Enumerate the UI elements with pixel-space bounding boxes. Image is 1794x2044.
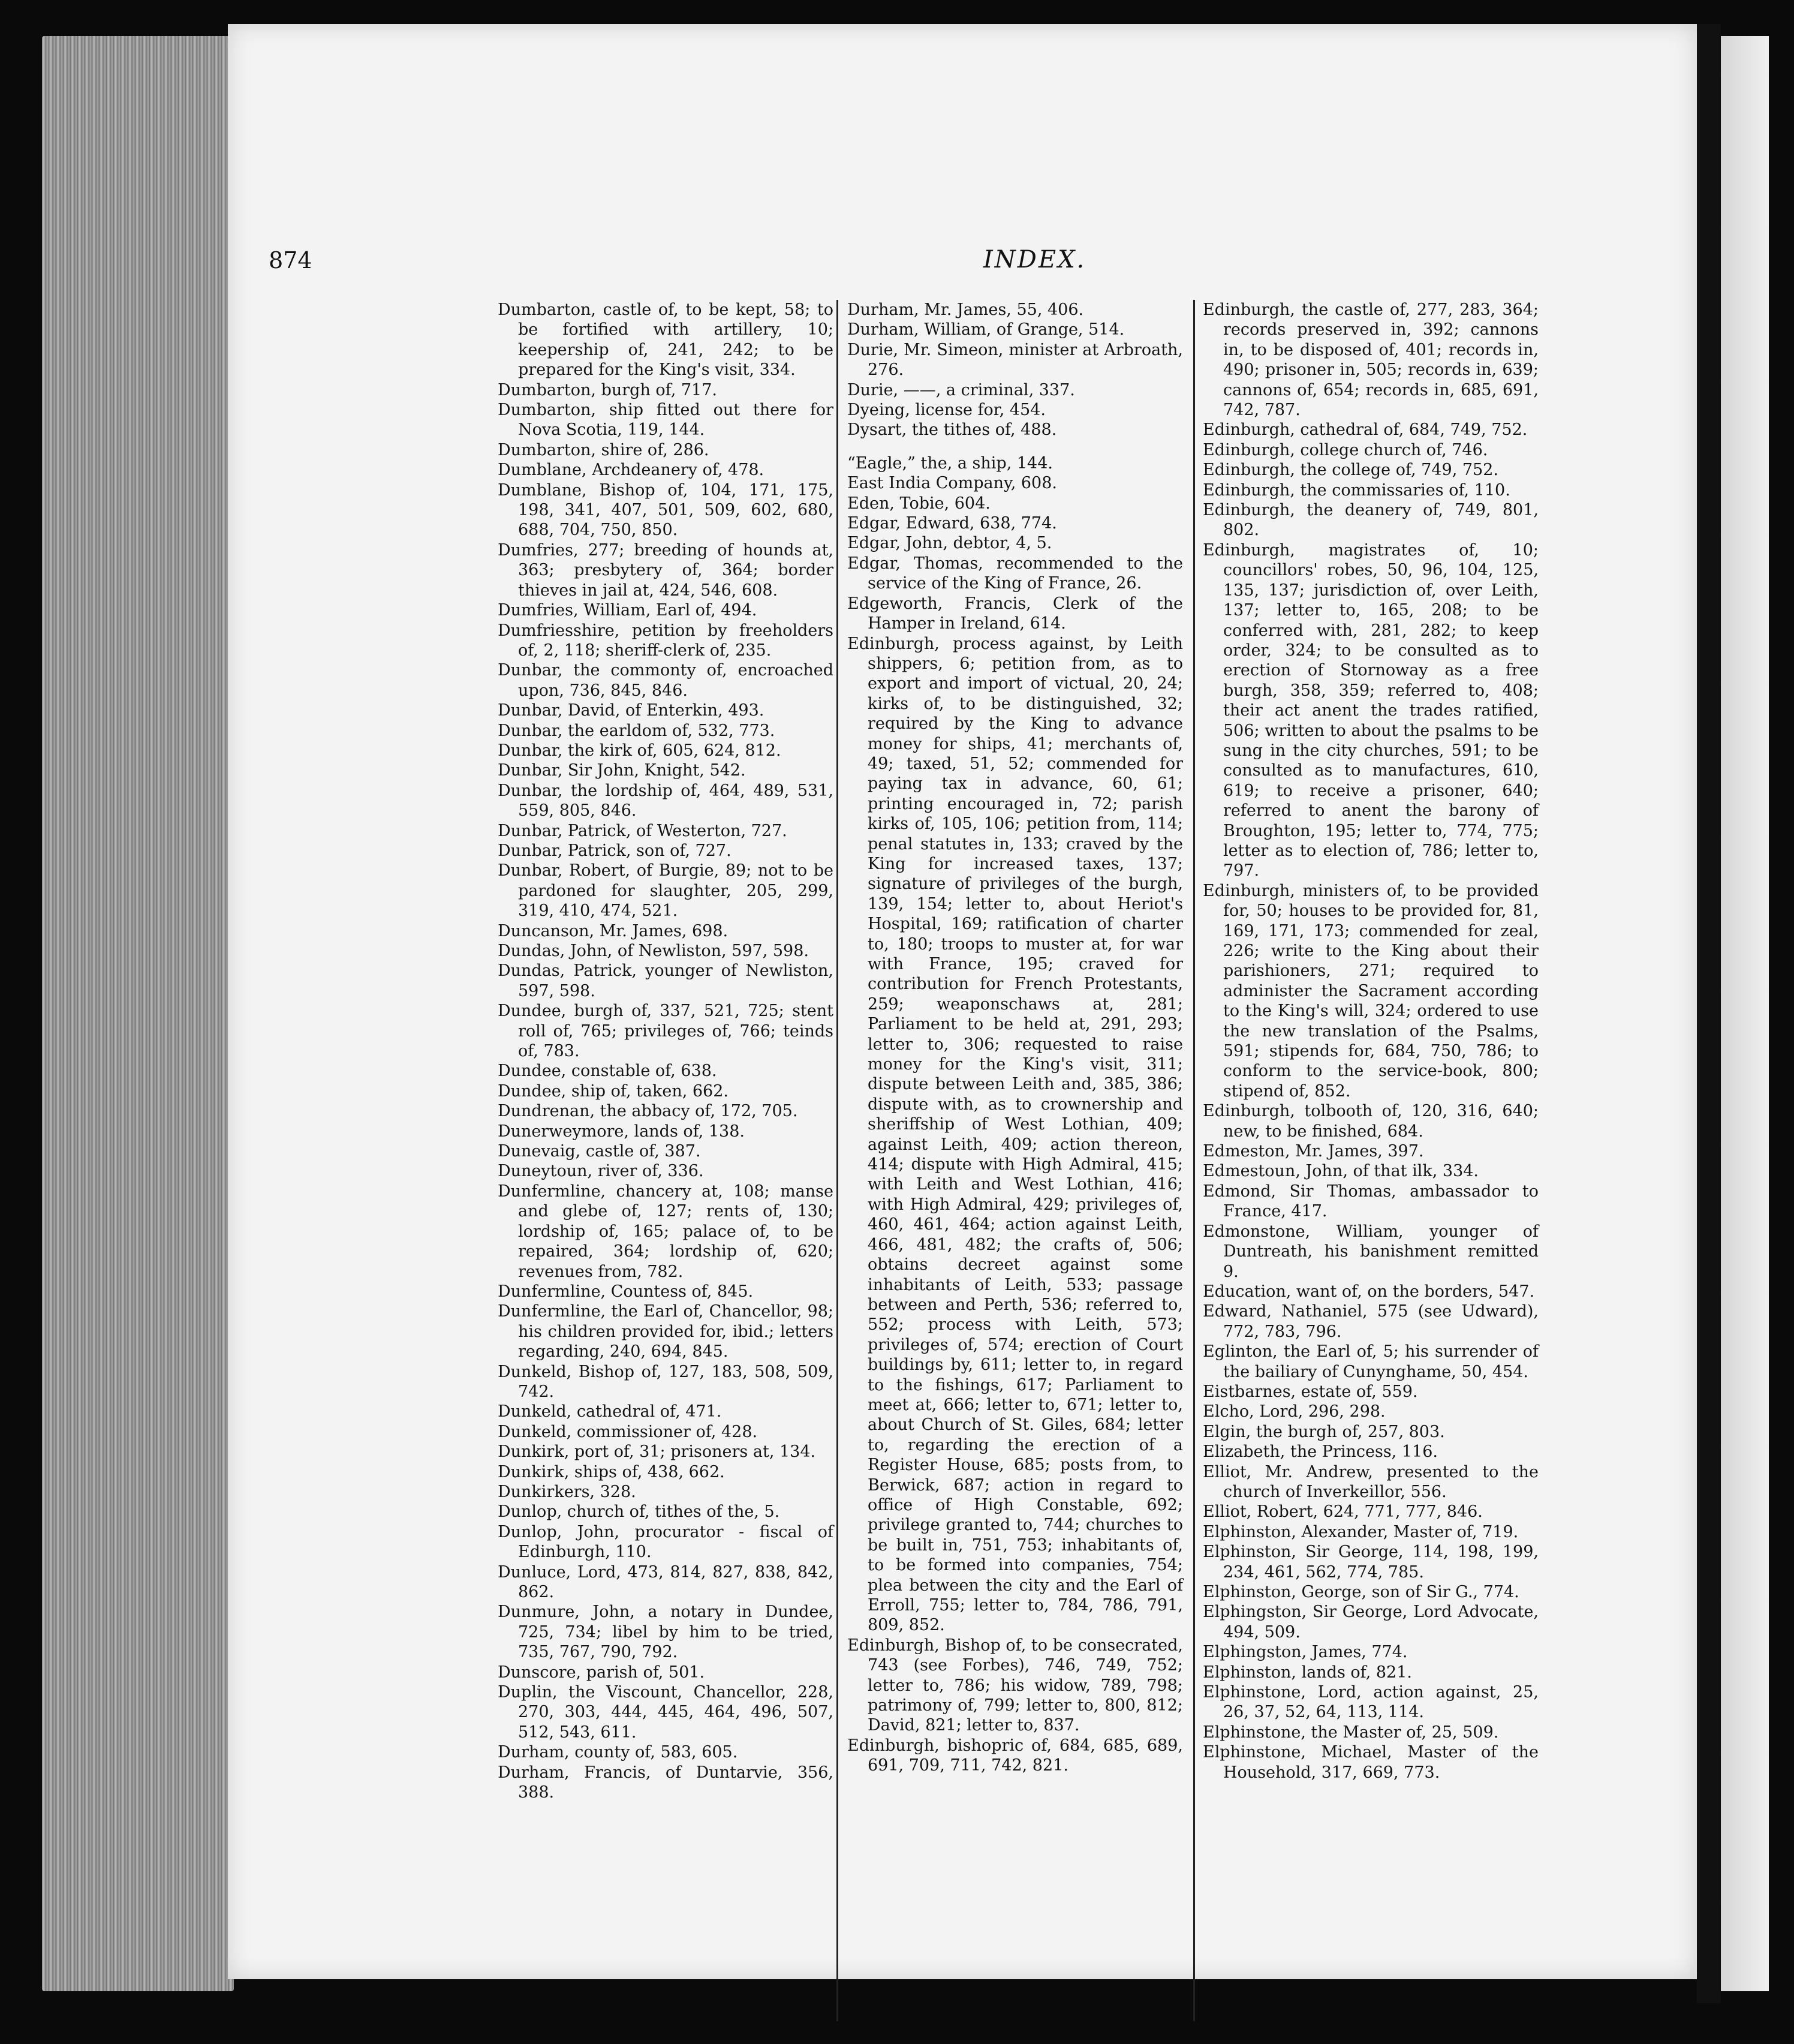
- index-entry: Dundas, Patrick, younger of Newliston, 597, 598.: [498, 961, 833, 1000]
- index-entry: Dundas, John, of Newliston, 597, 598.: [498, 942, 809, 960]
- index-entry: Dunbar, Patrick, of Westerton, 727.: [498, 821, 787, 840]
- running-head: INDEX.: [983, 246, 1086, 273]
- index-entry: Dumbarton, burgh of, 717.: [498, 380, 717, 399]
- index-entry: Edinburgh, the college of, 749, 752.: [1203, 461, 1498, 480]
- index-entry: Edmonstone, William, younger of Duntreath, his banishment remitted 9.: [1203, 1222, 1539, 1281]
- index-entry: Eden, Tobie, 604.: [847, 494, 991, 513]
- index-entry: Edinburgh, the commissaries of, 110.: [1203, 480, 1510, 500]
- index-entry: Edinburgh, process against, by Leith shippers, 6; petition from, as to export and import of victual, 20, 24; kirks of, to be distinguished, 32; required by the King to advance money for ships, 41; merchants of, 49; taxed, 51, 52; commended for paying tax in advance, 60, 61; printing encouraged in, 72; parish kirks of, 105, 106; petition from, 114; penal statutes in, 133; craved by the King for increased taxes, 137; signature of privileges of the burgh, 139, 154; letter to, about Heriot's Hospital, 169; ratification of charter to, 180; troops to muster at, for war with France, 195; craved for contribution for French Protestants, 259; weaponschaws at, 281; Parliament to be held at, 291, 293; letter to, 306; requested to raise money for the King's visit, 311; dispute between Leith and, 385, 386; dispute with, as to crownership and sheriffship of West Lothian, 409; against Leith, 409; action thereon, 414; dispute with High Admiral, 415; with Leith and West Lothian, 416; with High Admiral, 429; privileges of, 460, 461, 464; action against Leith, 466, 481, 482; the crafts of, 506; obtains decreet against some inhabitants of Leith, 533; passage between and Perth, 536; referred to, 552; process with Leith, 573; privileges of, 574; erection of Court buildings by, 611; letter to, in regard to the fishings, 617; Parliament to meet at, 666; letter to, 671; letter to, about Church of St. Giles, 684; letter to, regarding the erection of a Register House, 685; posts from, to Berwick, 687; action in regard to office of High Constable, 692; privilege granted to, 744; churches to be built in, 751, 753; inhabitants of, to be formed into companies, 754; plea between the city and the Earl of Erroll, 755; letter to, 784, 786, 791, 809, 852.: [847, 634, 1183, 1635]
- index-entry: Edinburgh, magistrates of, 10; councillors' robes, 50, 96, 104, 125, 135, 137; jurisdiction of, over Leith, 137; letter to, 165, 208; to be conferred with, 281, 282; to keep order, 324; to be consulted as to erection of Stornoway as a free burgh, 358, 359; referred to, 408; their act anent the trades ratified, 506; written to about the psalms to be sung in the city churches, 591; to be consulted as to manufactures, 610, 619; to receive a prisoner, 640; referred to anent the barony of Broughton, 195; letter to, 774, 775; letter as to election of, 786; letter to, 797.: [1203, 540, 1539, 880]
- index-entry: Elphinston, George, son of Sir G., 774.: [1203, 1583, 1519, 1601]
- index-entry: Dunbar, the kirk of, 605, 624, 812.: [498, 741, 781, 760]
- index-entry: Dunbar, the earldom of, 532, 773.: [498, 721, 775, 740]
- index-entry: Elphinston, lands of, 821.: [1203, 1663, 1412, 1682]
- index-entry: Dysart, the tithes of, 488.: [847, 420, 1057, 440]
- index-entry: Elliot, Mr. Andrew, presented to the church of Inverkeillor, 556.: [1203, 1462, 1539, 1501]
- index-entry: Durham, county of, 583, 605.: [498, 1743, 738, 1762]
- index-entry: Eistbarnes, estate of, 559.: [1203, 1382, 1418, 1401]
- index-entry: Elphinston, Alexander, Master of, 719.: [1203, 1522, 1519, 1541]
- index-entry: Elphinston, Sir George, 114, 198, 199, 234, 461, 562, 774, 785.: [1203, 1543, 1539, 1582]
- index-entry: Dunbar, Sir John, Knight, 542.: [498, 761, 746, 780]
- index-entry: Edgar, John, debtor, 4, 5.: [847, 534, 1052, 553]
- index-entry: Dunbar, the lordship of, 464, 489, 531, 559, 805, 846.: [498, 781, 833, 820]
- index-entry: Edinburgh, the castle of, 277, 283, 364; records preserved in, 392; cannons in, to be disposed of, 401; records in, 490; prisoner in, 505; records in, 639; cannons of, 654; records in, 685, 691, 742, 787.: [1203, 300, 1539, 420]
- index-entry: Durham, Mr. James, 55, 406.: [847, 300, 1084, 319]
- index-entry: Dunerweymore, lands of, 138.: [498, 1122, 745, 1141]
- index-entry: Edmestoun, John, of that ilk, 334.: [1203, 1162, 1479, 1181]
- index-entry: Elcho, Lord, 296, 298.: [1203, 1402, 1386, 1421]
- index-entry: Dundrenan, the abbacy of, 172, 705.: [498, 1102, 798, 1121]
- index-entry: Edinburgh, the deanery of, 749, 801, 802.: [1203, 501, 1539, 540]
- index-entry: Dunkirkers, 328.: [498, 1482, 636, 1501]
- index-entry: East India Company, 608.: [847, 474, 1057, 493]
- facing-page-gutter: [1697, 24, 1721, 2003]
- index-entry: Dunkeld, Bishop of, 127, 183, 508, 509, 742.: [498, 1362, 833, 1401]
- index-entry: Edinburgh, cathedral of, 684, 749, 752.: [1203, 420, 1528, 440]
- index-entry: Edinburgh, tolbooth of, 120, 316, 640; new, to be finished, 684.: [1203, 1102, 1539, 1141]
- index-entry: Elphinstone, Michael, Master of the Household, 317, 669, 773.: [1203, 1743, 1539, 1782]
- index-entry: Dundee, burgh of, 337, 521, 725; stent roll of, 765; privileges of, 766; teinds of, 783.: [498, 1002, 833, 1061]
- index-entry: Eglinton, the Earl of, 5; his surrender of the bailiary of Cunynghame, 50, 454.: [1203, 1342, 1539, 1381]
- index-entry: Dumfries, 277; breeding of hounds at, 363; presbytery of, 364; border thieves in jail at, 424, 546, 608.: [498, 540, 833, 600]
- index-entry: Elphinstone, the Master of, 25, 509.: [1203, 1723, 1499, 1742]
- index-entry: Edinburgh, college church of, 746.: [1203, 440, 1488, 459]
- index-entry: Education, want of, on the borders, 547.: [1203, 1282, 1535, 1301]
- index-entry: Dunfermline, chancery at, 108; manse and glebe of, 127; rents of, 130; lordship of, 165; palace of, to be repaired, 364; lordship of, 620; revenues from, 782.: [498, 1182, 833, 1281]
- index-entry: Dunfermline, the Earl of, Chancellor, 98; his children provided for, ibid.; letters regarding, 240, 694, 845.: [498, 1302, 833, 1361]
- index-entry: Edmeston, Mr. James, 397.: [1203, 1142, 1424, 1161]
- index-entry: Dunbar, Patrick, son of, 727.: [498, 841, 732, 860]
- index-entry: Elliot, Robert, 624, 771, 777, 846.: [1203, 1502, 1483, 1522]
- index-entry: Dumfriesshire, petition by freeholders of, 2, 118; sheriff-clerk of, 235.: [498, 621, 833, 660]
- index-entry: Dunscore, parish of, 501.: [498, 1663, 705, 1682]
- index-entry: Dundee, constable of, 638.: [498, 1062, 717, 1081]
- index-entry: Dunbar, David, of Enterkin, 493.: [498, 701, 764, 720]
- index-entry: Dyeing, license for, 454.: [847, 401, 1046, 420]
- index-entry: Durham, William, of Grange, 514.: [847, 320, 1125, 339]
- index-entry: Dumfries, William, Earl of, 494.: [498, 601, 757, 620]
- index-entry: Dumbarton, ship fitted out there for Nova Scotia, 119, 144.: [498, 401, 833, 440]
- index-entry: Dunbar, the commonty of, encroached upon, 736, 845, 846.: [498, 661, 833, 700]
- index-entry: Elphingston, James, 774.: [1203, 1643, 1408, 1662]
- facing-page-edge: [1721, 36, 1769, 1991]
- column-rule-1: [836, 300, 838, 2021]
- index-entry: Dumblane, Archdeanery of, 478.: [498, 461, 764, 480]
- index-entry: Edward, Nathaniel, 575 (see Udward), 772, 783, 796.: [1203, 1302, 1539, 1341]
- index-entry: Dunkirk, ships of, 438, 662.: [498, 1462, 725, 1481]
- index-entry: Dunluce, Lord, 473, 814, 827, 838, 842, 862.: [498, 1562, 833, 1601]
- index-entry: Dunkeld, commissioner of, 428.: [498, 1422, 758, 1441]
- index-entry: Dumblane, Bishop of, 104, 171, 175, 198, 341, 407, 501, 509, 602, 680, 688, 704, 750, 850.: [498, 480, 833, 540]
- page-number: 874: [269, 247, 312, 273]
- index-entry: Dunkeld, cathedral of, 471.: [498, 1402, 722, 1421]
- index-entry: Edinburgh, ministers of, to be provided for, 50; houses to be provided for, 81, 169, 171, 173; commended for zeal, 226; write to the King about their parishioners, 271; required to administer the Sacrament according to the King's will, 324; ordered to use the new translation of the Psalms, 591; stipends for, 684, 750, 786; to conform to the service-book, 800; stipend of, 852.: [1203, 881, 1539, 1101]
- index-entry: Dunfermline, Countess of, 845.: [498, 1282, 754, 1301]
- index-entry: Dunmure, John, a notary in Dundee, 725, 734; libel by him to be tried, 735, 767, 790, 792.: [498, 1603, 833, 1662]
- index-entry: Dunkirk, port of, 31; prisoners at, 134.: [498, 1442, 816, 1462]
- column-rule-2: [1193, 300, 1195, 2021]
- index-entry: Durie, Mr. Simeon, minister at Arbroath, 276.: [847, 340, 1183, 380]
- index-entry: Duneytoun, river of, 336.: [498, 1162, 704, 1181]
- index-entry: Dumbarton, castle of, to be kept, 58; to be fortified with artillery, 10; keepership of, 241, 242; to be prepared for the King's visit, 334.: [498, 300, 833, 380]
- index-entry: Duplin, the Viscount, Chancellor, 228, 270, 303, 444, 445, 464, 496, 507, 512, 543, 611.: [498, 1683, 833, 1742]
- index-entry: Elphinstone, Lord, action against, 25, 26, 37, 52, 64, 113, 114.: [1203, 1683, 1539, 1722]
- index-entry: Elphingston, Sir George, Lord Advocate, 494, 509.: [1203, 1603, 1539, 1642]
- book-edge: [42, 36, 234, 1991]
- index-entry: Dunlop, John, procurator - fiscal of Edinburgh, 110.: [498, 1522, 833, 1562]
- index-entry: Dundee, ship of, taken, 662.: [498, 1081, 729, 1101]
- index-entry: Elizabeth, the Princess, 116.: [1203, 1442, 1438, 1462]
- index-entry: Edmond, Sir Thomas, ambassador to France, 417.: [1203, 1182, 1539, 1221]
- index-entry: Dunevaig, castle of, 387.: [498, 1142, 701, 1161]
- index-entry: Edgar, Edward, 638, 774.: [847, 514, 1057, 533]
- index-entry: “Eagle,” the, a ship, 144.: [847, 453, 1053, 473]
- index-entry: Duncanson, Mr. James, 698.: [498, 921, 729, 940]
- index-entry: Edinburgh, bishopric of, 684, 685, 689, 691, 709, 711, 742, 821.: [847, 1736, 1183, 1775]
- index-column-3: [1203, 300, 1539, 1783]
- index-entry: Elgin, the burgh of, 257, 803.: [1203, 1422, 1445, 1441]
- index-column-1: [498, 300, 833, 1802]
- index-entry: Edgeworth, Francis, Clerk of the Hamper in Ireland, 614.: [847, 594, 1183, 633]
- index-entry: Edgar, Thomas, recommended to the service of the King of France, 26.: [847, 554, 1183, 593]
- index-entry: Dumbarton, shire of, 286.: [498, 440, 709, 459]
- index-entry: Durie, ——, a criminal, 337.: [847, 380, 1075, 399]
- index-entry: Durham, Francis, of Duntarvie, 356, 388.: [498, 1763, 833, 1802]
- index-entry: Edinburgh, Bishop of, to be consecrated, 743 (see Forbes), 746, 749, 752; letter to, 786; his widow, 789, 798; patrimony of, 799; letter to, 800, 812; David, 821; letter to, 837.: [847, 1636, 1183, 1735]
- index-column-2: [847, 300, 1183, 1776]
- index-entry: Dunlop, church of, tithes of the, 5.: [498, 1502, 780, 1522]
- index-entry: Dunbar, Robert, of Burgie, 89; not to be pardoned for slaughter, 205, 299, 319, 410, 474, 521.: [498, 861, 833, 921]
